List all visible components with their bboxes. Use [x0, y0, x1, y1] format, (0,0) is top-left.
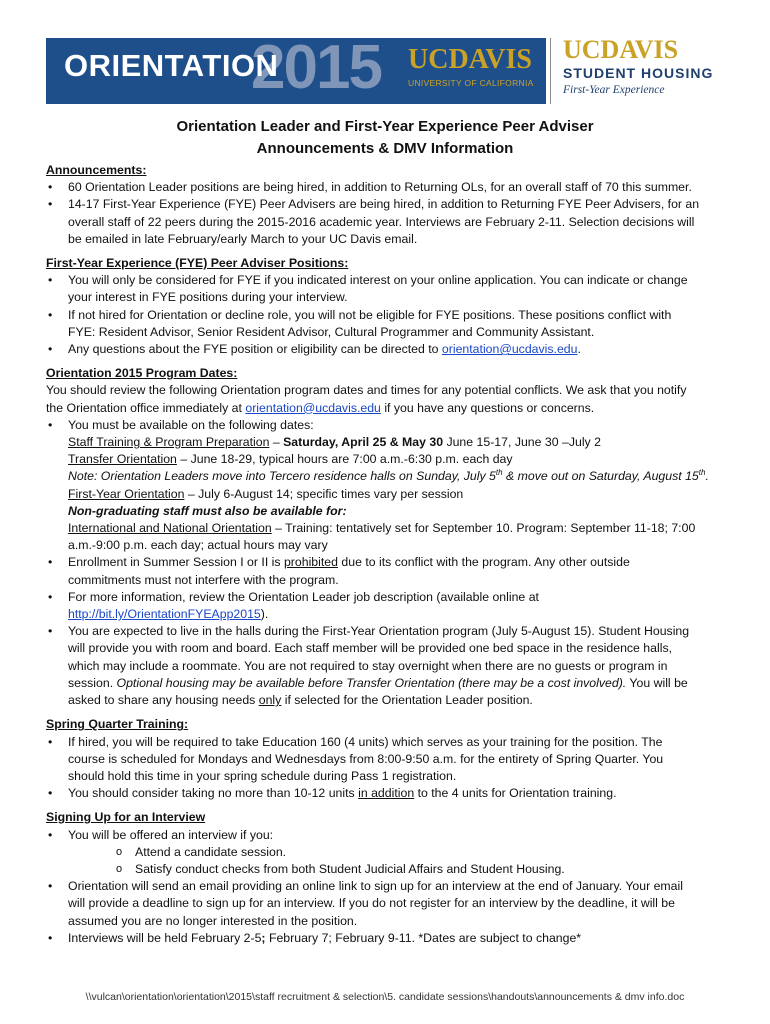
student-housing-logo-ucdavis: UCDAVIS [563, 35, 679, 64]
spring-training-list [46, 734, 726, 803]
transfer-orientation-dates: Transfer Orientation – June 18-29, typical hours are 7:00 a.m.-6:30 p.m. each day [68, 452, 513, 467]
orientation-2015-banner [46, 38, 546, 104]
move-in-note: Note: Orientation Leaders move into Tercero residence halls on Sunday, July 5th & move out on Saturday, August 15th. [68, 468, 709, 484]
banner-year: 2015 [251, 38, 381, 102]
job-description-link[interactable]: http://bit.ly/OrientationFYEApp2015 [68, 607, 261, 622]
list-item: • 60 Orientation Leader positions are being hired, in addition to Returning OLs, for an overall staff of 70 this summer. [46, 179, 726, 196]
banner-ucdavis-logo: UCDAVIS [408, 44, 532, 75]
fye-positions-heading: First-Year Experience (FYE) Peer Adviser Positions: [46, 256, 349, 271]
student-housing-logo-text: STUDENT HOUSING [563, 65, 714, 81]
list-item: • You should consider taking no more than 10-12 units in addition to the 4 units for Orientation training. [46, 785, 726, 802]
list-item: • You will be offered an interview if you: [46, 827, 726, 844]
spring-training-heading: Spring Quarter Training: [46, 717, 189, 732]
list-item: • Any questions about the FYE position or eligibility can be directed to orientation@ucdavis.edu. [46, 341, 726, 358]
list-item: • Enrollment in Summer Session I or II is prohibited due to its conflict with the program. Any other outside commitments must not interfere with the program. [46, 554, 726, 588]
first-year-experience-text: First-Year Experience [563, 84, 665, 96]
list-subitem: o Attend a candidate session. [46, 844, 726, 861]
signup-list [46, 827, 726, 947]
banner-university-of-california: UNIVERSITY OF CALIFORNIA [408, 78, 534, 88]
document-title-line1: Orientation Leader and First-Year Experience Peer Adviser [176, 118, 594, 135]
document-body [46, 162, 726, 947]
document-title-line2: Announcements & DMV Information [256, 140, 514, 157]
announcements-list [46, 179, 726, 248]
program-dates-heading: Orientation 2015 Program Dates: [46, 366, 238, 381]
staff-training-dates: Staff Training & Program Preparation – Saturday, April 25 & May 30 June 15-17, June 30 –July 2 [68, 435, 601, 450]
fye-positions-list [46, 272, 726, 358]
signup-heading: Signing Up for an Interview [46, 810, 206, 825]
student-housing-logo [563, 36, 743, 98]
logo-divider [550, 38, 551, 104]
list-item: • 14-17 First-Year Experience (FYE) Peer Advisers are being hired, in addition to Returning FYE Peer Advisers, for an overall staff of 22 peers during the 2015-2016 academic year. Interviews are February 2-11. Selection decisions will be emailed in late February/early March to your UC Davis email. [46, 196, 726, 248]
list-item: • You must be available on the following dates: Staff Training & Program Preparation – Saturday, April 25 & May 30 June 15-17, June 30 –July 2 Transfer Orientation – June 18-29, typical hours are 7:00 a.m.-6:30 p.m. each day Note: Orientation Leaders move into Tercero residence halls on Sunday, July 5th & move out on Saturday, August 15th. First-Year Orientation – July 6-August 14; specific times vary per session Non-graduating staff must also be available for: International and National Orientation – Training: tentatively set for September 10. Program: September 11-18; 7:00 a.m.-9:00 p.m. each day; actual hours may vary [46, 417, 726, 555]
orientation-email-link[interactable]: orientation@ucdavis.edu [245, 400, 381, 415]
list-item: • If hired, you will be required to take Education 160 (4 units) which serves as your training for the position. The course is scheduled for Mondays and Wednesdays from 8:00-9:50 a.m. for the entirety of Spring Quarter. You should hold this time in your spring schedule during Pass 1 registration. [46, 734, 726, 786]
non-graduating-staff-note: Non-graduating staff must also be available for: [68, 503, 347, 518]
international-orientation-dates: International and National Orientation – Training: tentatively set for September 10. Program: September 11-18; 7:00 [68, 521, 696, 536]
orientation-email-link[interactable]: orientation@ucdavis.edu [441, 342, 578, 357]
announcements-heading: Announcements: [46, 163, 147, 177]
list-item: • For more information, review the Orientation Leader job description (available online at http://bit.ly/OrientationFYEApp2015). [46, 589, 726, 623]
file-path-footer: \\vulcan\orientation\orientation\2015\staff recruitment & selection\5. candidate sessions\handouts\announcements & dmv info.doc [85, 991, 685, 1003]
list-subitem: o Satisfy conduct checks from both Student Judicial Affairs and Student Housing. [46, 861, 726, 878]
list-item: • You are expected to live in the halls during the First-Year Orientation program (July 5-August 15). Student Housing will provide you with room and board. Each staff member will be provided one bed space in the residence halls, which may include a roommate. You are not required to stay overnight when there are no guests or program in session. Optional housing may be available before Transfer Orientation (there may be a cost involved). You will be asked to share any housing needs only if selected for the Orientation Leader position. [46, 623, 726, 709]
list-item: • Orientation will send an email providing an online link to sign up for an interview at the end of January. Your email will provide a deadline to sign up for an interview. If you do not register for an interview by the deadline, it will be assumed you are no longer interested in the position. [46, 878, 726, 930]
banner-orientation-word: ORIENTATION [64, 48, 279, 83]
list-item: • Interviews will be held February 2-5; February 7; February 9-11. *Dates are subject to change* [46, 930, 726, 947]
first-year-orientation-dates: First-Year Orientation – July 6-August 14; specific times vary per session [68, 486, 464, 501]
program-dates-intro: You should review the following Orientation program dates and times for any potential conflicts. We ask that you notify the Orientation office immediately at orientation@ucdavis.edu if you have any questions or concerns. [46, 383, 687, 415]
list-item: • You will only be considered for FYE if you indicated interest on your online application. You can indicate or change your interest in FYE positions during your interview. [46, 272, 726, 306]
list-item: • If not hired for Orientation or decline role, you will not be eligible for FYE positions. These positions conflict with FYE: Resident Advisor, Senior Resident Advisor, Cultural Programmer and Community Assistant. [46, 307, 726, 341]
program-dates-list [46, 417, 726, 709]
